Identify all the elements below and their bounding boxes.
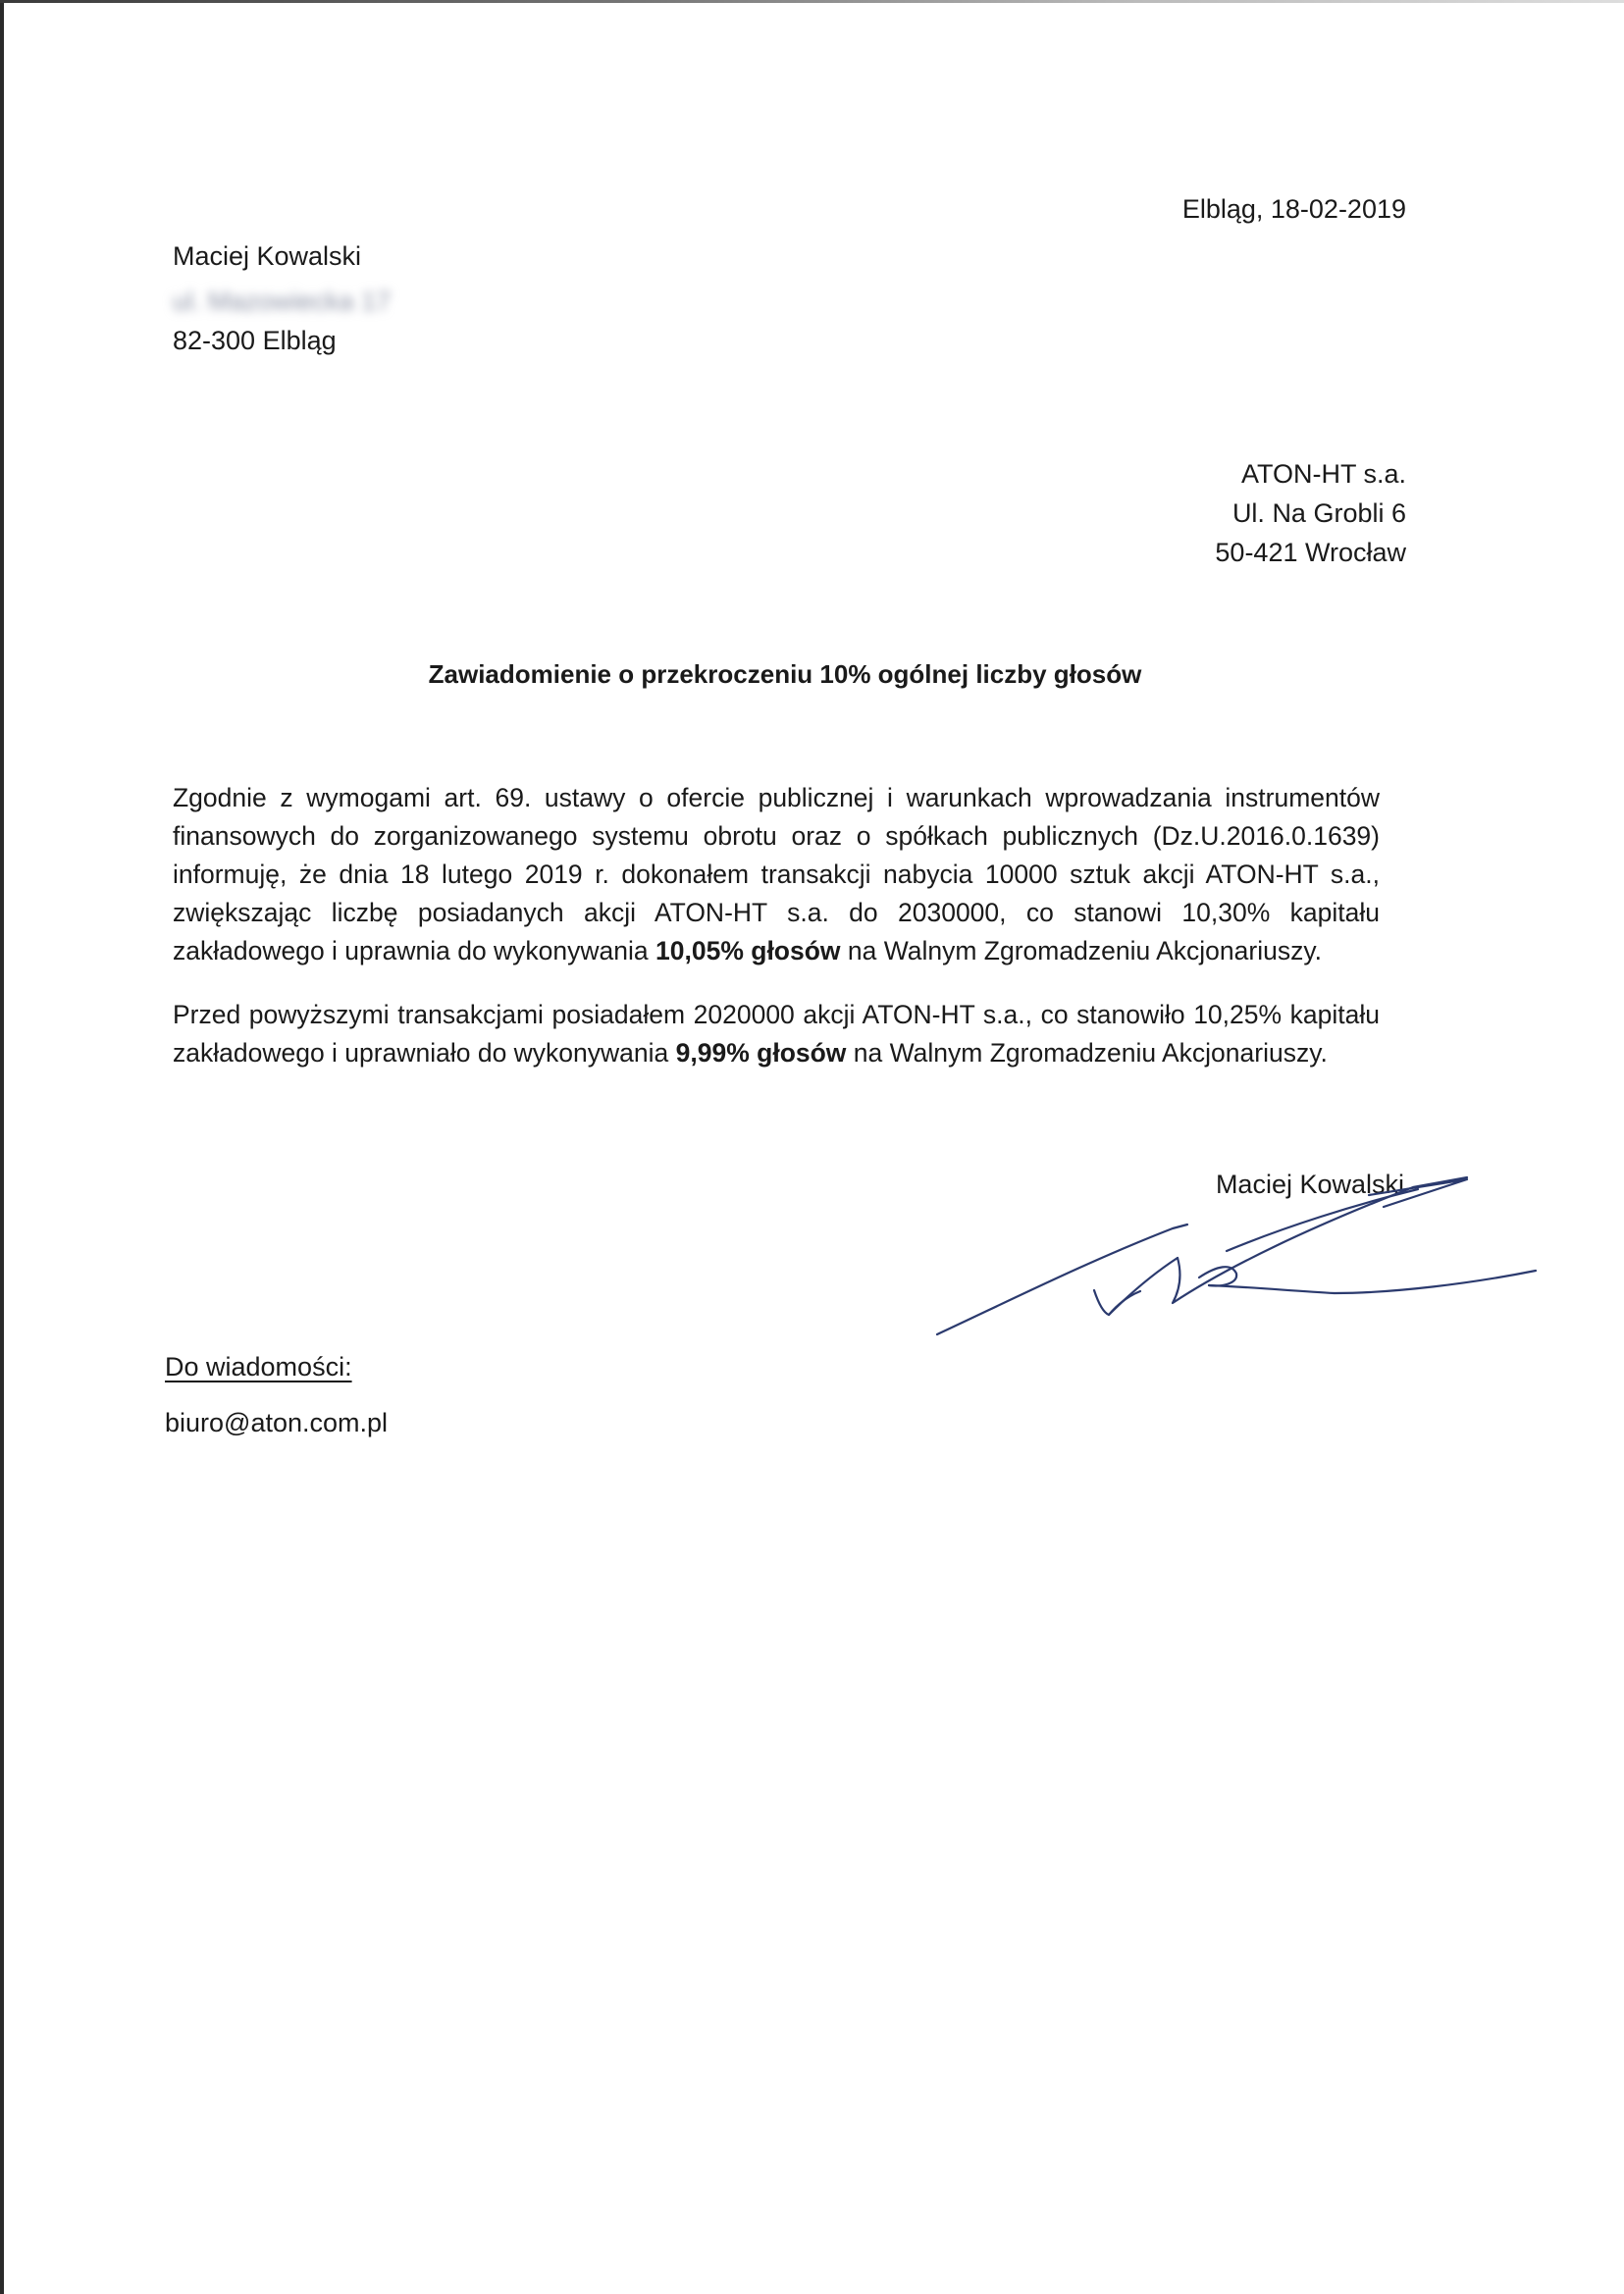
recipient-company: ATON-HT s.a.: [1240, 459, 1406, 489]
signature-stroke-4: [1173, 1177, 1467, 1303]
recipient-address: [1215, 454, 1406, 572]
paragraph-1-line-5: [173, 932, 1380, 970]
votes-before-bold: 9,99% głosów: [675, 1038, 847, 1068]
signature-stroke-1: [937, 1225, 1187, 1334]
sender-city: 82-300 Elbląg: [173, 326, 337, 355]
votes-after-bold: 10,05% głosów: [655, 936, 841, 965]
paragraph-1-line-5-end: na Walnym Zgromadzeniu Akcjonariuszy.: [840, 936, 1322, 965]
paragraph-1-line-1: Zgodnie z wymogami art. 69. ustawy o ofercie publicznej i warunkach wprowadzania instrumentów: [173, 783, 1380, 812]
paragraph-1: [173, 779, 1380, 970]
signatory-name: Maciej Kowalski: [1215, 1170, 1404, 1199]
signature-strokes: [937, 1177, 1536, 1334]
signature-stroke-7: [1209, 1271, 1536, 1293]
signature-stroke-8: [1369, 1179, 1467, 1207]
scan-edge-left: [0, 0, 4, 2294]
cc-label: Do wiadomości:: [165, 1352, 352, 1382]
paragraph-1-line-4: zwiększając liczbę posiadanych akcji ATON-HT s.a. do 2030000, co stanowi 10,30% kapitału: [173, 898, 1380, 927]
sender-name: Maciej Kowalski: [173, 241, 362, 271]
paragraph-2-line-1: Przed powyższymi transakcjami posiadałem 2020000 akcji ATON-HT s.a., co stanowiło 10,25% kapitału: [173, 1000, 1380, 1029]
cc-email: biuro@aton.com.pl: [165, 1408, 389, 1437]
paragraph-2-line-2-end: na Walnym Zgromadzeniu Akcjonariuszy.: [846, 1038, 1328, 1068]
signature-stroke-2: [1094, 1258, 1178, 1315]
sender-street-redacted: ul. Mazowiecka 17: [173, 287, 392, 316]
recipient-city: 50-421 Wrocław: [1215, 538, 1406, 567]
paragraph-2-line-2-start: zakładowego i uprawniało do wykonywania: [173, 1038, 676, 1068]
paragraph-1-line-2: finansowych do zorganizowanego systemu obrotu oraz o spółkach publicznych (Dz.U.2016.0.1639): [173, 821, 1380, 851]
paragraph-1-line-5-start: zakładowego i uprawnia do wykonywania: [173, 936, 656, 965]
paragraph-1-line-3: informuję, że dnia 18 lutego 2019 r. dokonałem transakcji nabycia 10000 sztuk akcji ATON-HT s.a.,: [173, 860, 1380, 889]
scan-edge-top: [0, 0, 1624, 3]
paragraph-2-line-2: [173, 1034, 1380, 1072]
paragraph-2: [173, 996, 1380, 1072]
letter-subject: Zawiadomienie o przekroczeniu 10% ogólnej liczby głosów: [428, 659, 1142, 689]
handwritten-signature: [922, 1168, 1550, 1344]
place-date: Elbląg, 18-02-2019: [1181, 194, 1406, 224]
signature-stroke-5: [1227, 1189, 1418, 1251]
recipient-street: Ul. Na Grobli 6: [1231, 498, 1406, 528]
